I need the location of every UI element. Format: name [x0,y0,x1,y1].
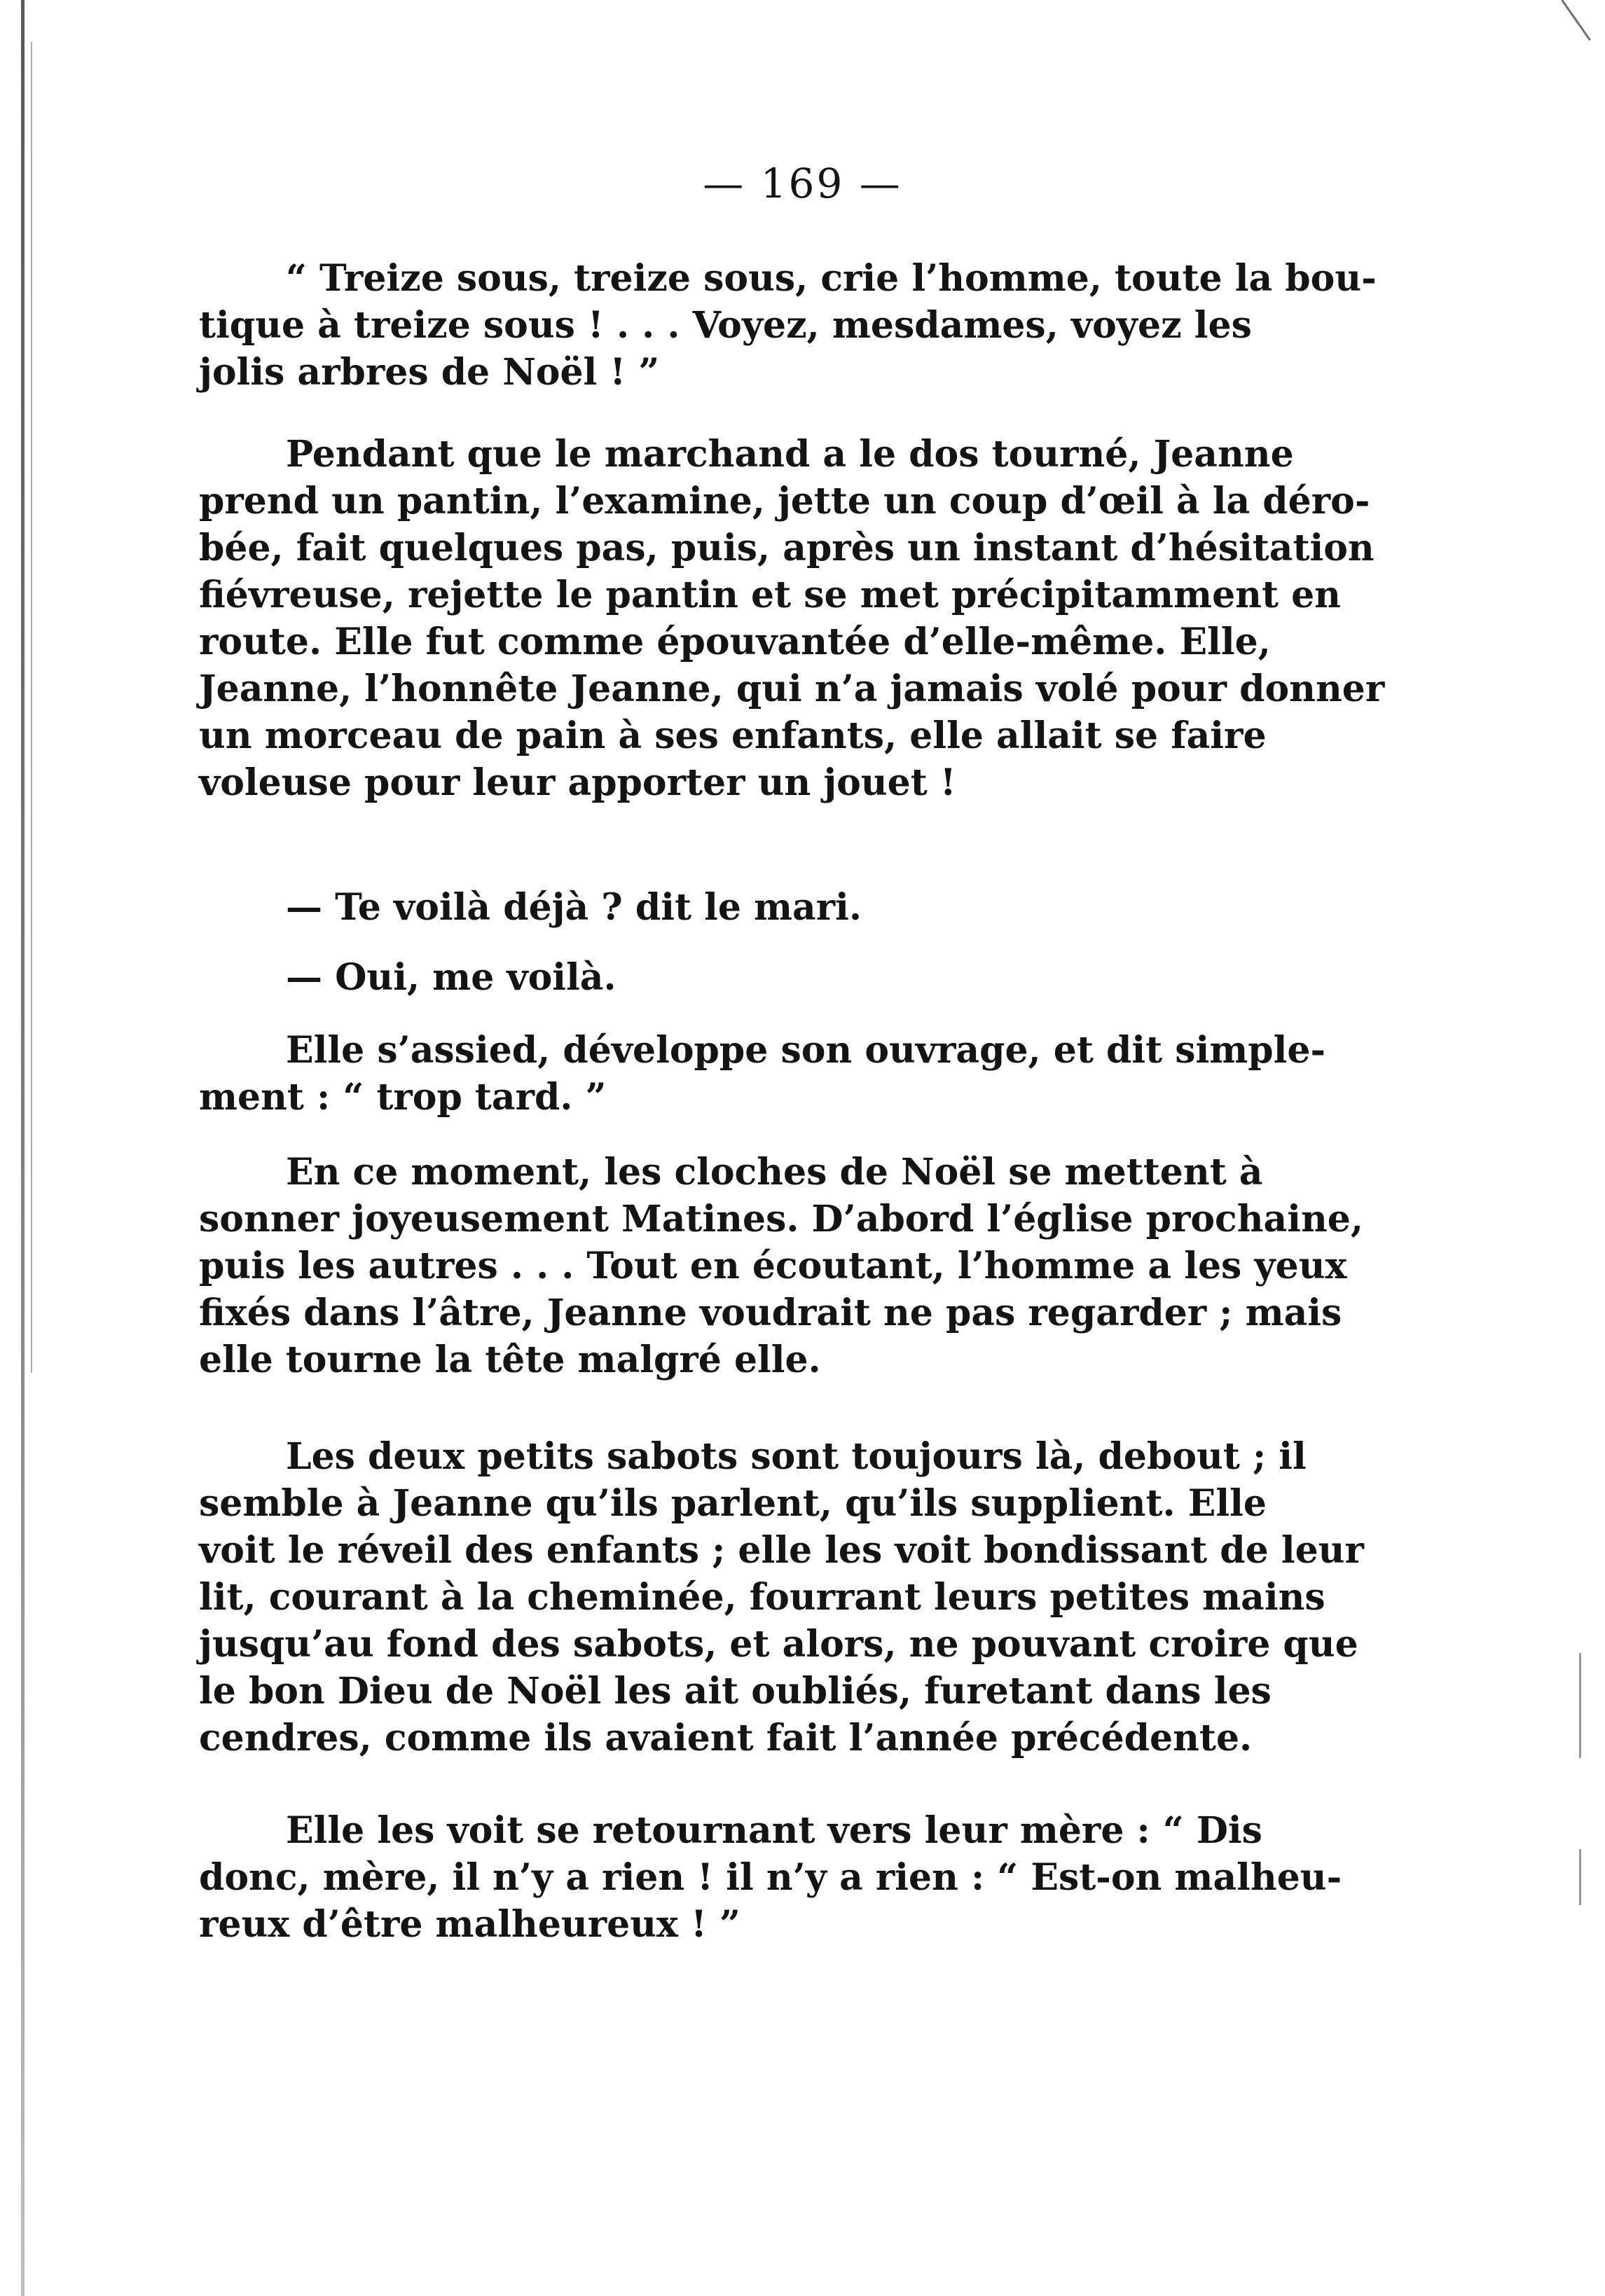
text-line: cendres, comme ils avaient fait l’année précédente. [199,1717,1253,1759]
paragraph-6 [199,1149,1363,1383]
paragraph-1 [199,255,1377,396]
text-line: reux d’être malheureux ! ” [199,1903,740,1946]
text-line: lit, courant à la cheminée, fourrant leurs petites mains [199,1576,1325,1619]
text-line: En ce moment, les cloches de Noël se mettent à [286,1151,1263,1194]
text-line: “ Treize sous, treize sous, crie l’homme, toute la bou- [286,257,1377,300]
text-line: donc, mère, il n’y a rien ! il n’y a rien : “ Est-on malheu- [199,1856,1342,1899]
paragraph-5 [199,1027,1326,1121]
text-line: Les deux petits sabots sont toujours là, debout ; il [286,1435,1307,1478]
text-line: jusqu’au fond des sabots, et alors, ne pouvant croire que [199,1623,1358,1666]
paragraph-7 [199,1433,1364,1762]
text-line: route. Elle fut comme épouvantée d’elle-même. Elle, [199,621,1271,663]
scan-mark-right [1579,1653,1581,1758]
text-line: le bon Dieu de Noël les ait oubliés, furetant dans les [199,1670,1272,1713]
scan-mark-right [1579,1849,1581,1905]
text-line: Elle s’assied, développe son ouvrage, et dit simple- [286,1029,1326,1072]
text-line: prend un pantin, l’examine, jette un coup d’œil à la déro- [199,480,1370,523]
text-line: un morceau de pain à ses enfants, elle allait se faire [199,714,1267,757]
text-line: bée, fait quelques pas, puis, après un instant d’hésitation [199,527,1375,569]
text-line: — Oui, me voilà. [286,956,616,999]
text-line: Elle les voit se retournant vers leur mère : “ Dis [286,1809,1262,1852]
paragraph-2 [199,431,1385,806]
text-line: Pendant que le marchand a le dos tourné, Jeanne [286,433,1294,476]
paragraph-3 [199,884,1232,931]
text-line: elle tourne la tête malgré elle. [199,1339,821,1381]
text-line: fiévreuse, rejette le pantin et se met précipitamment en [199,574,1341,616]
text-line: voleuse pour leur apporter un jouet ! [199,761,956,804]
text-line: puis les autres . . . Tout en écoutant, l’homme a les yeux [199,1245,1347,1287]
page-number: — 169 — [703,160,902,207]
text-line: jolis arbres de Noël ! ” [199,351,660,394]
scan-edge-right [1561,0,1591,41]
scan-edge-left-inner [31,42,32,1373]
text-line: semble à Jeanne qu’ils parlent, qu’ils supplient. Elle [199,1482,1267,1525]
text-line: sonner joyeusement Matines. D’abord l’église prochaine, [199,1198,1363,1240]
scan-edge-left [21,0,25,2296]
text-line: fixés dans l’âtre, Jeanne voudrait ne pas regarder ; mais [199,1292,1342,1334]
text-line: ment : “ trop tard. ” [199,1076,607,1119]
paragraph-4 [199,954,1232,1001]
text-line: Jeanne, l’honnête Jeanne, qui n’a jamais volé pour donner [199,668,1385,710]
text-line: voit le réveil des enfants ; elle les voit bondissant de leur [199,1529,1364,1572]
text-line: tique à treize sous ! . . . Voyez, mesdames, voyez les [199,304,1252,347]
text-line: — Te voilà déjà ? dit le mari. [286,886,862,929]
paragraph-8 [199,1807,1342,1948]
